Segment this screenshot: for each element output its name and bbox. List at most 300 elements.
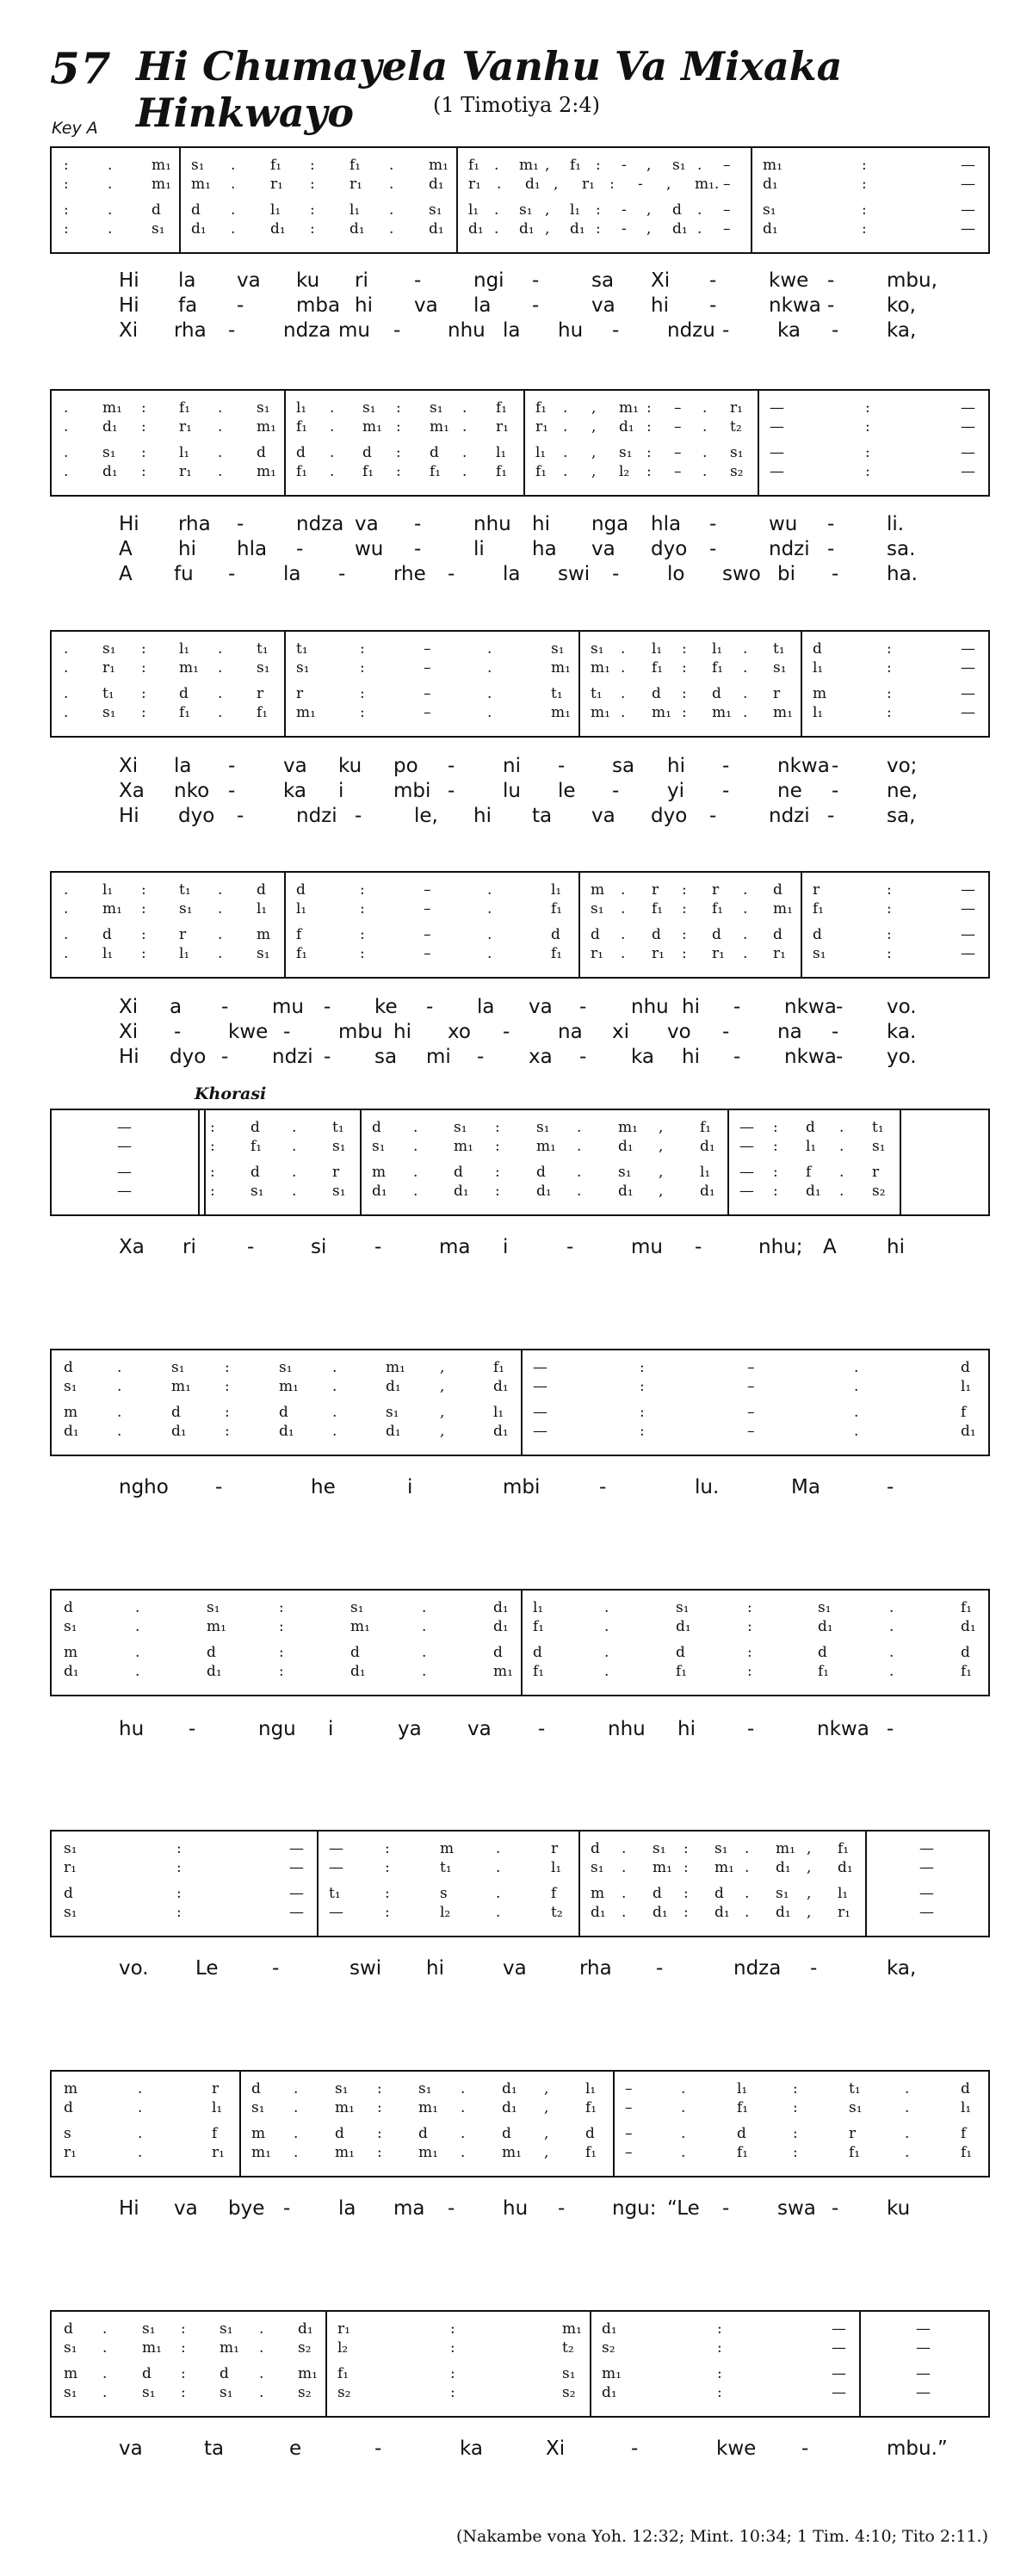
sol-fa-note: . [621, 881, 626, 899]
sol-fa-note: f₁ [251, 1138, 263, 1155]
sol-fa-note: : [396, 463, 401, 480]
sol-fa-note: f [551, 1885, 557, 1902]
sol-fa-note: : [385, 1885, 390, 1902]
sol-fa-note: , [807, 1904, 812, 1921]
lyric-syllable: la [503, 563, 521, 585]
sol-fa-note: d₁ [386, 1378, 401, 1395]
sol-fa-note: . [487, 900, 492, 917]
lyric-syllable: la [477, 996, 495, 1018]
sol-fa-note: . [487, 881, 492, 899]
sol-fa-note: – [674, 418, 682, 436]
lyric-syllable: - [228, 755, 236, 777]
lyric-syllable: rhe [393, 563, 426, 585]
sol-fa-note: . [577, 1183, 582, 1200]
lyric-syllable: i [328, 1718, 334, 1740]
lyric-syllable: - [558, 2197, 566, 2220]
sol-fa-note: – [723, 176, 731, 193]
lyric-syllable: - [579, 996, 587, 1018]
sol-fa-note: d₁ [468, 220, 484, 238]
sol-fa-note: s₁ [102, 640, 116, 658]
sol-fa-note: : [682, 704, 687, 721]
sol-fa-note: f [961, 2125, 967, 2142]
sol-fa-note: d₁ [763, 220, 778, 238]
sol-fa-note: s₁ [454, 1119, 467, 1136]
sol-fa-note: d₁ [493, 1599, 509, 1616]
sol-fa-note: . [422, 1618, 427, 1635]
sol-fa-note: s₁ [102, 704, 116, 721]
sol-fa-note: d₁ [776, 1859, 791, 1876]
sol-fa-note: . [697, 157, 702, 174]
sol-fa-note: d [251, 2080, 261, 2097]
lyric-syllable: - [612, 563, 620, 585]
sol-fa-note: l₁ [102, 881, 114, 899]
lyric-syllable: ka [777, 319, 801, 342]
sol-fa-note: . [413, 1119, 418, 1136]
sol-fa-note: d₁ [372, 1183, 387, 1200]
sol-fa-note: : [141, 444, 146, 461]
sol-fa-note: f₁ [551, 900, 563, 917]
sol-fa-note: . [330, 399, 335, 417]
sol-fa-note: – [747, 1378, 755, 1395]
music-system [50, 630, 990, 738]
sol-fa-note: m₁ [350, 1618, 370, 1635]
sol-fa-note: d₁ [191, 220, 207, 238]
music-system [50, 146, 990, 254]
sol-fa-note: s₁ [64, 1840, 77, 1857]
sol-fa-note: . [487, 659, 492, 676]
sol-fa-note: d₁ [525, 176, 541, 193]
lyric-syllable: mbu.” [887, 2437, 948, 2460]
sol-fa-note: s₁ [335, 2080, 349, 2097]
lyric-syllable: li [473, 538, 485, 560]
sol-fa-note: — [961, 201, 975, 219]
sol-fa-note: m₁. [695, 176, 720, 193]
sol-fa-note: m [64, 2365, 78, 2382]
lyric-syllable: - [810, 1957, 818, 1980]
lyric-syllable: e [289, 2437, 302, 2460]
lyric-syllable: la [174, 755, 192, 777]
sol-fa-note: . [743, 704, 748, 721]
lyric-line [119, 779, 930, 803]
sol-fa-note: r₁ [773, 945, 786, 962]
sol-fa-note: r [652, 881, 659, 899]
lyric-line [119, 2437, 948, 2461]
sol-fa-note: : [396, 418, 401, 436]
sol-fa-part [52, 1644, 988, 1661]
lyric-syllable: xo [448, 1021, 471, 1043]
lyric-syllable: ndza [296, 513, 344, 535]
sol-fa-note: . [621, 685, 626, 702]
sol-fa-note: d₁ [763, 176, 778, 193]
lyric-syllable: nga [591, 513, 629, 535]
sol-fa-note: s₁ [296, 659, 310, 676]
sol-fa-note: d [64, 2320, 73, 2338]
sol-fa-note: : [210, 1183, 215, 1200]
sol-fa-note: — [770, 399, 784, 417]
lyric-syllable: - [722, 780, 730, 802]
sol-fa-note: — [961, 900, 975, 917]
lyric-syllable: - [414, 538, 422, 560]
lyric-syllable: ndzi [272, 1046, 313, 1068]
lyric-syllable: ni [503, 755, 521, 777]
sol-fa-note: . [218, 926, 223, 943]
sol-fa-note: s₁ [591, 900, 604, 917]
sol-fa-note: s₁ [429, 201, 442, 219]
sol-fa-note: . [496, 1885, 501, 1902]
sol-fa-note: d₁ [838, 1859, 853, 1876]
sol-fa-note: , [646, 201, 652, 219]
sol-fa-note: – [674, 463, 682, 480]
lyric-syllable: ka [631, 1046, 655, 1068]
lyric-syllable: - [631, 2437, 639, 2460]
sol-fa-note: f₁ [496, 463, 508, 480]
sol-fa-note: . [389, 176, 394, 193]
sol-fa-note: : [310, 176, 315, 193]
sol-fa-note: d [179, 685, 189, 702]
sol-fa-note: . [389, 220, 394, 238]
lyric-syllable: ndzu [667, 319, 715, 342]
sol-fa-note: . [563, 418, 568, 436]
sol-fa-part [52, 220, 988, 238]
lyric-syllable: lo [667, 563, 685, 585]
sol-fa-note: m₁ [152, 157, 171, 174]
sol-fa-note: d [773, 926, 782, 943]
sol-fa-note: . [294, 2125, 299, 2142]
lyric-line [119, 804, 930, 828]
sol-fa-note: : [396, 444, 401, 461]
music-system [50, 1589, 990, 1696]
sol-fa-note: : [176, 1885, 182, 1902]
lyric-syllable: - [832, 319, 839, 342]
lyric-syllable: dyo [651, 538, 688, 560]
sol-fa-note: s₁ [618, 1164, 632, 1181]
sol-fa-note: f₁ [961, 1663, 973, 1680]
lyric-syllable: bye [228, 2197, 265, 2220]
sol-fa-note: : [360, 640, 365, 658]
footnote-references: (Nakambe vona Yoh. 12:32; Mint. 10:34; 1 Tim. 4:10; Tito 2:11.) [455, 2527, 988, 2546]
lyric-syllable: - [801, 2437, 809, 2460]
sol-fa-note: r [179, 926, 187, 943]
sol-fa-note: , [440, 1378, 445, 1395]
lyric-line [119, 1020, 930, 1044]
sol-fa-note: . [905, 2125, 910, 2142]
sol-fa-note: . [487, 685, 492, 702]
sol-fa-note: . [621, 900, 626, 917]
sol-fa-note: — [961, 926, 975, 943]
sol-fa-note: f₁ [296, 945, 308, 962]
sol-fa-note: r₁ [838, 1904, 851, 1921]
sol-fa-note: : [684, 1904, 689, 1921]
lyric-syllable: va [591, 805, 615, 827]
lyric-line [119, 1956, 930, 1980]
sol-fa-note: s₁ [64, 2384, 77, 2401]
music-system [50, 1830, 990, 1937]
sol-fa-note: m₁ [591, 659, 610, 676]
sol-fa-note: . [135, 1644, 140, 1661]
lyric-syllable: ha [532, 538, 557, 560]
lyric-syllable: - [272, 1957, 280, 1980]
lyric-syllable: hi [393, 1021, 411, 1043]
sol-fa-note: – [424, 881, 431, 899]
sol-fa-note: d [362, 444, 372, 461]
sol-fa-note: . [461, 2099, 466, 2116]
sol-fa-note: , [545, 220, 550, 238]
sol-fa-note: r₁ [535, 418, 548, 436]
sol-fa-note: . [422, 1663, 427, 1680]
sol-fa-note: — [289, 1840, 304, 1857]
sol-fa-note: r₁ [270, 176, 283, 193]
lyric-syllable: va [414, 294, 438, 317]
sol-fa-note: , [440, 1359, 445, 1376]
sol-fa-note: , [807, 1840, 812, 1857]
lyric-syllable: mu [338, 319, 370, 342]
sol-fa-note: t₁ [179, 881, 191, 899]
sol-fa-note: . [413, 1164, 418, 1181]
sol-fa-note: m₁ [179, 659, 199, 676]
sol-fa-note: d [220, 2365, 229, 2382]
sol-fa-note: s₁ [418, 2080, 432, 2097]
sol-fa-note: d₁ [570, 220, 585, 238]
lyric-syllable: - [832, 563, 839, 585]
sol-fa-note: f₁ [533, 1618, 545, 1635]
sol-fa-note: — [289, 1885, 304, 1902]
sol-fa-note: f₁ [813, 900, 825, 917]
lyric-syllable: vo. [119, 1957, 149, 1980]
lyric-line [119, 1475, 930, 1499]
sol-fa-note: d [652, 926, 661, 943]
sol-fa-note: — [739, 1164, 754, 1181]
sol-fa-note: , [666, 176, 671, 193]
sol-fa-note: d [64, 1359, 73, 1376]
sol-fa-note: : [64, 176, 69, 193]
sol-fa-note: . [462, 444, 467, 461]
sol-fa-note: s₁ [251, 1183, 264, 1200]
sol-fa-note: : [360, 926, 365, 943]
sol-fa-note: : [682, 881, 687, 899]
sol-fa-note: m₁ [102, 900, 122, 917]
lyric-syllable: vo. [887, 996, 917, 1018]
sol-fa-note: : [887, 640, 892, 658]
sol-fa-note: . [563, 399, 568, 417]
sol-fa-note: : [141, 881, 146, 899]
sol-fa-note: s₂ [337, 2384, 351, 2401]
sol-fa-note: d₁ [64, 1423, 79, 1440]
sol-fa-note: m₁ [536, 1138, 556, 1155]
sol-fa-note: : [141, 418, 146, 436]
lyric-syllable: sa. [887, 538, 916, 560]
sol-fa-note: , [659, 1138, 664, 1155]
sol-fa-note: m₁ [296, 704, 316, 721]
sol-fa-note: f₁ [296, 418, 308, 436]
lyric-syllable: Xa [119, 780, 145, 802]
sol-fa-note: — [832, 2339, 846, 2357]
lyric-line [119, 1045, 930, 1069]
sol-fa-note: : [596, 157, 601, 174]
sol-fa-note: – [625, 2099, 633, 2116]
lyric-syllable: dyo [170, 1046, 207, 1068]
lyric-syllable: hi [682, 1046, 700, 1068]
sol-fa-note: : [682, 900, 687, 917]
lyric-syllable: va [529, 996, 553, 1018]
sol-fa-note: d [296, 444, 306, 461]
sol-fa-note: . [413, 1183, 418, 1200]
lyric-syllable: ne [777, 780, 802, 802]
sol-fa-note: f [212, 2125, 218, 2142]
lyric-line [119, 995, 930, 1019]
sol-fa-note: : [279, 1644, 284, 1661]
sol-fa-note: l₂ [619, 463, 630, 480]
sol-fa-note: d₁ [502, 2099, 517, 2116]
sol-fa-note: s₁ [386, 1404, 399, 1421]
lyric-syllable: - [709, 805, 717, 827]
sol-fa-note: , [646, 220, 652, 238]
sol-fa-note: m₁ [362, 418, 382, 436]
sol-fa-note: – [424, 640, 431, 658]
lyric-syllable: mu [631, 1236, 663, 1258]
sol-fa-note: . [461, 2125, 466, 2142]
sol-fa-note: d₁ [493, 1618, 509, 1635]
lyric-syllable: ka, [887, 1957, 917, 1980]
sol-fa-note: — [117, 1138, 132, 1155]
sol-fa-note: s₁ [653, 1840, 666, 1857]
lyric-syllable: vo [667, 1021, 691, 1043]
sol-fa-note: f₁ [430, 463, 442, 480]
sol-fa-note: : [684, 1859, 689, 1876]
scripture-reference: (1 Timotiya 2:4) [433, 93, 600, 117]
sol-fa-note: : [64, 201, 69, 219]
lyric-syllable: nhu [448, 319, 486, 342]
sol-fa-part [52, 659, 988, 676]
lyric-syllable: - [221, 996, 229, 1018]
sol-fa-note: f₁ [849, 2144, 861, 2161]
sol-fa-note: — [919, 1885, 934, 1902]
sol-fa-part [52, 1359, 988, 1376]
sol-fa-note: s [64, 2125, 71, 2142]
sol-fa-note: . [292, 1138, 297, 1155]
sol-fa-note: f₁ [535, 463, 547, 480]
sol-fa-note: f₁ [737, 2144, 749, 2161]
sol-fa-note: m₁ [418, 2099, 438, 2116]
sol-fa-note: f₁ [585, 2144, 597, 2161]
lyric-syllable: hi [178, 538, 196, 560]
sol-fa-note: f [296, 926, 302, 943]
sol-fa-note: . [604, 1599, 609, 1616]
lyric-syllable: fu [174, 563, 194, 585]
sol-fa-note: f₁ [585, 2099, 597, 2116]
sol-fa-note: — [961, 176, 975, 193]
lyric-syllable: - [827, 269, 835, 292]
sol-fa-note: . [604, 1663, 609, 1680]
sol-fa-note: : [495, 1119, 500, 1136]
sol-fa-note: . [117, 1423, 122, 1440]
lyric-syllable: - [532, 294, 540, 317]
sol-fa-note: , [646, 157, 652, 174]
chorus-label: Khorasi [195, 1084, 267, 1103]
lyric-line [119, 2196, 930, 2221]
sol-fa-note: : [450, 2384, 455, 2401]
lyric-syllable: - [414, 269, 422, 292]
sol-fa-note: : [210, 1119, 215, 1136]
sol-fa-part [52, 926, 988, 943]
sol-fa-note: : [141, 926, 146, 943]
sol-fa-note: l₁ [349, 201, 361, 219]
sol-fa-part [52, 900, 988, 917]
sol-fa-note: . [108, 157, 113, 174]
sol-fa-note: — [329, 1904, 343, 1921]
sol-fa-note: f₁ [676, 1663, 688, 1680]
sol-fa-note: d [64, 2099, 73, 2116]
sol-fa-note: t₁ [591, 685, 603, 702]
sol-fa-note: d [251, 1119, 260, 1136]
lyric-syllable: rha [579, 1957, 612, 1980]
sol-fa-note: : [717, 2365, 722, 2382]
lyric-syllable: - [695, 1236, 702, 1258]
sol-fa-note: r₁ [212, 2144, 225, 2161]
lyric-syllable: hi [667, 755, 685, 777]
sol-fa-note: — [533, 1378, 547, 1395]
sol-fa-note: : [646, 463, 652, 480]
sol-fa-note: . [496, 1840, 501, 1857]
sol-fa-note: . [604, 1644, 609, 1661]
sol-fa-note: — [329, 1840, 343, 1857]
lyric-syllable: va [355, 513, 379, 535]
lyric-syllable: - [228, 563, 236, 585]
sol-fa-note: m₁ [551, 659, 571, 676]
sol-fa-note: – [674, 399, 682, 417]
sol-fa-note: m₁ [602, 2365, 622, 2382]
sol-fa-note: d [296, 881, 306, 899]
lyric-syllable: sa, [887, 805, 916, 827]
sol-fa-part [52, 463, 988, 480]
lyric-syllable: va [119, 2437, 143, 2460]
sol-fa-note: s₂ [872, 1183, 886, 1200]
sol-fa-note: – [424, 704, 431, 721]
lyric-syllable: - [448, 563, 455, 585]
sol-fa-note: . [681, 2080, 686, 2097]
sol-fa-note: . [64, 881, 69, 899]
lyric-syllable: Xi [119, 319, 139, 342]
sol-fa-note: f₁ [712, 659, 724, 676]
sol-fa-note: : [747, 1663, 752, 1680]
sol-fa-note: : [141, 685, 146, 702]
sol-fa-note: : [450, 2339, 455, 2357]
sol-fa-note: — [832, 2320, 846, 2338]
sol-fa-part [52, 444, 988, 461]
sol-fa-note: . [294, 2080, 299, 2097]
sol-fa-note: r₁ [652, 945, 665, 962]
lyric-syllable: - [887, 1718, 894, 1740]
sol-fa-note: — [961, 704, 975, 721]
lyric-syllable: - [832, 780, 839, 802]
lyric-syllable: hi [887, 1236, 905, 1258]
lyric-syllable: mbu, [887, 269, 937, 292]
lyric-syllable: hla [651, 513, 682, 535]
sol-fa-part [52, 881, 988, 899]
sol-fa-note: : [64, 220, 69, 238]
lyric-syllable: - [338, 563, 346, 585]
sol-fa-note: d₁ [961, 1618, 976, 1635]
lyric-line [119, 754, 930, 778]
sol-fa-note: t₁ [551, 685, 563, 702]
lyric-syllable: bi [777, 563, 795, 585]
lyric-syllable: - [709, 269, 717, 292]
sol-fa-note: : [887, 881, 892, 899]
lyric-syllable: hi [651, 294, 669, 317]
sol-fa-note: l₁ [806, 1138, 817, 1155]
lyric-syllable: le, [414, 805, 438, 827]
sol-fa-note: s₂ [298, 2339, 312, 2357]
sol-fa-note: : [141, 399, 146, 417]
